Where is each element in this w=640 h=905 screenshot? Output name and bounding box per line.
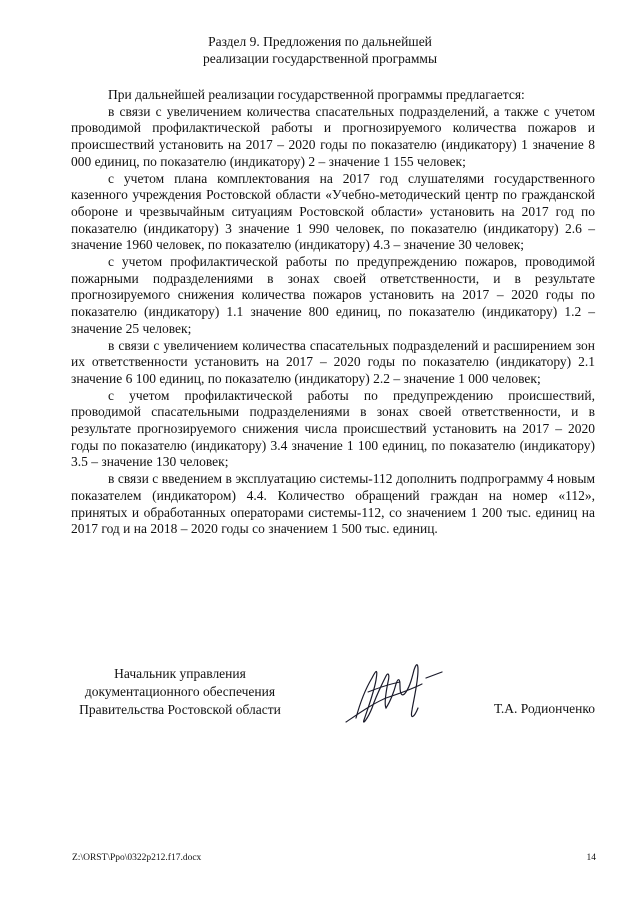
footer-file-path: Z:\ORST\Ppo\0322p212.f17.docx: [72, 853, 202, 863]
handwritten-signature: [338, 648, 458, 738]
section-title-line-2: реализации государственной программы: [202, 51, 438, 66]
signatory-position: [60, 665, 300, 719]
section-title: [0, 33, 640, 67]
paragraph-incident-prevention: с учетом профилактической работы по предупреждению происшествий, проводимой спасательными подразделениями в зонах своей ответственности, и в результате прогнозируемого снижения числа происшествий установить на 2017 – 2020 годы по показателю (индикатору) 3.4 значение 1 100 единиц, по показателю (индикатору) 3.5 – значение 130 человек;: [71, 387, 595, 470]
page-number: 14: [586, 853, 596, 863]
paragraph-rescue-units: в связи с увеличением количества спасательных подразделений, а также с учетом проводимой профилактической работы и прогнозируемого количества пожаров и происшествий установить на 2017 – 2020 годы по показателю (индикатору) 1 значение 8 000 единиц, по показателю (индикатору) 2 – значение 1 155 человек;: [71, 103, 595, 169]
position-line-1: Начальник управления: [114, 666, 246, 681]
position-line-2: документационного обеспечения: [84, 684, 276, 699]
signer-name: Т.А. Родионченко: [494, 701, 595, 716]
document-body: [71, 87, 595, 538]
paragraph-system-112: в связи с введением в эксплуатацию системы-112 дополнить подпрограмму 4 новым показателем (индикатором) 4.4. Количество обращений граждан на номер «112», принятых и обработанных операторами системы-112, со значением 1 200 тыс. единиц на 2017 год и на 2018 – 2020 годы со значением 1 500 тыс. единиц.: [71, 471, 595, 537]
intro-paragraph: При дальнейшей реализации государственной программы предлагается:: [108, 87, 525, 102]
paragraph-fire-prevention: с учетом профилактической работы по предупреждению пожаров, проводимой пожарными подразделениями в зонах своей ответственности, и в результате прогнозируемого снижения количества пожаров установить на 2017 – 2020 годы по показателю (индикатору) 1.1 значение 800 единиц, по показателю (индикатору) 1.2 – значение 25 человек;: [71, 254, 595, 336]
paragraph-training-center: с учетом плана комплектования на 2017 год слушателями государственного казенного учреждения Ростовской области «Учебно-методический центр по гражданской обороне и чрезвычайным ситуациям Ростовской области» установить на 2017 год по показателю (индикатору) 3 значение 1 990 человек, по показателю (индикатору) 2.6 – значение 1960 человек, по показателю (индикатору) 4.3 – значение 30 человек;: [71, 170, 595, 253]
section-title-line-1: Раздел 9. Предложения по дальнейшей: [208, 34, 432, 49]
position-line-3: Правительства Ростовской области: [79, 702, 281, 717]
paragraph-zones-expansion: в связи с увеличением количества спасательных подразделений и расширением зон их ответственности установить на 2017 – 2020 годы по показателю (индикатору) 2.1 значение 6 100 единиц, по показателю (индикатору) 2.2 – значение 1 000 человек;: [71, 337, 595, 386]
